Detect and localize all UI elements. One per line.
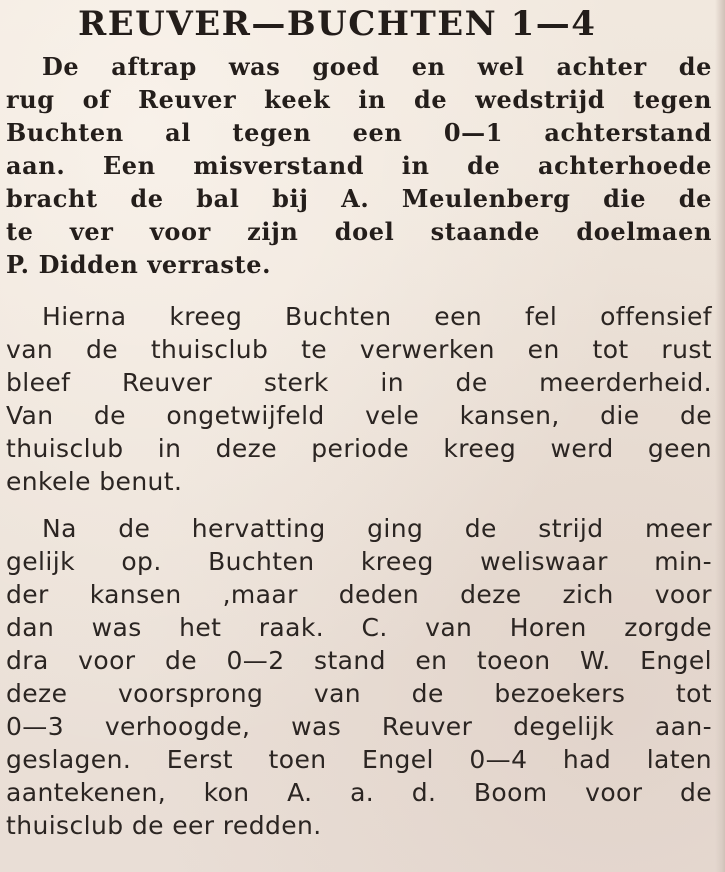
article-headline: REUVER—BUCHTEN 1—4 <box>78 4 597 44</box>
text-line: P. Didden verraste. <box>6 250 272 279</box>
paper-edge <box>715 0 725 872</box>
text-line: De aftrap was goed en wel achter de <box>42 52 712 81</box>
text-line: der kansen ,maar deden deze zich voor <box>6 580 712 609</box>
text-line: Na de hervatting ging de strijd meer <box>42 514 712 543</box>
text-line: dan was het raak. C. van Horen zorgde <box>6 613 712 642</box>
text-line: Hierna kreeg Buchten een fel offensief <box>42 302 712 331</box>
text-line: aan. Een misverstand in de achterhoede <box>6 151 712 180</box>
text-line: bleef Reuver sterk in de meerderheid. <box>6 368 712 397</box>
text-line: rug of Reuver keek in de wedstrijd tegen <box>6 85 712 114</box>
text-line: Van de ongetwijfeld vele kansen, die de <box>6 401 712 430</box>
text-line: aantekenen, kon A. a. d. Boom voor de <box>6 778 712 807</box>
text-line: bracht de bal bij A. Meulenberg die de <box>6 184 712 213</box>
text-line: van de thuisclub te verwerken en tot rust <box>6 335 712 364</box>
article-lead-paragraph <box>6 50 712 281</box>
article-paragraph-2 <box>6 300 712 498</box>
text-line: deze voorsprong van de bezoekers tot <box>6 679 712 708</box>
article-paragraph-3 <box>6 512 712 842</box>
text-line: 0—3 verhoogde, was Reuver degelijk aan- <box>6 712 712 741</box>
text-line: geslagen. Eerst toen Engel 0—4 had laten <box>6 745 712 774</box>
text-line: Buchten al tegen een 0—1 achterstand <box>6 118 712 147</box>
text-line: thuisclub de eer redden. <box>6 811 322 840</box>
text-line: dra voor de 0—2 stand en toeon W. Engel <box>6 646 712 675</box>
text-line: te ver voor zijn doel staande doelmaen <box>6 217 712 246</box>
text-line: enkele benut. <box>6 467 183 496</box>
text-line: thuisclub in deze periode kreeg werd geen <box>6 434 712 463</box>
text-line: gelijk op. Buchten kreeg weliswaar min- <box>6 547 712 576</box>
